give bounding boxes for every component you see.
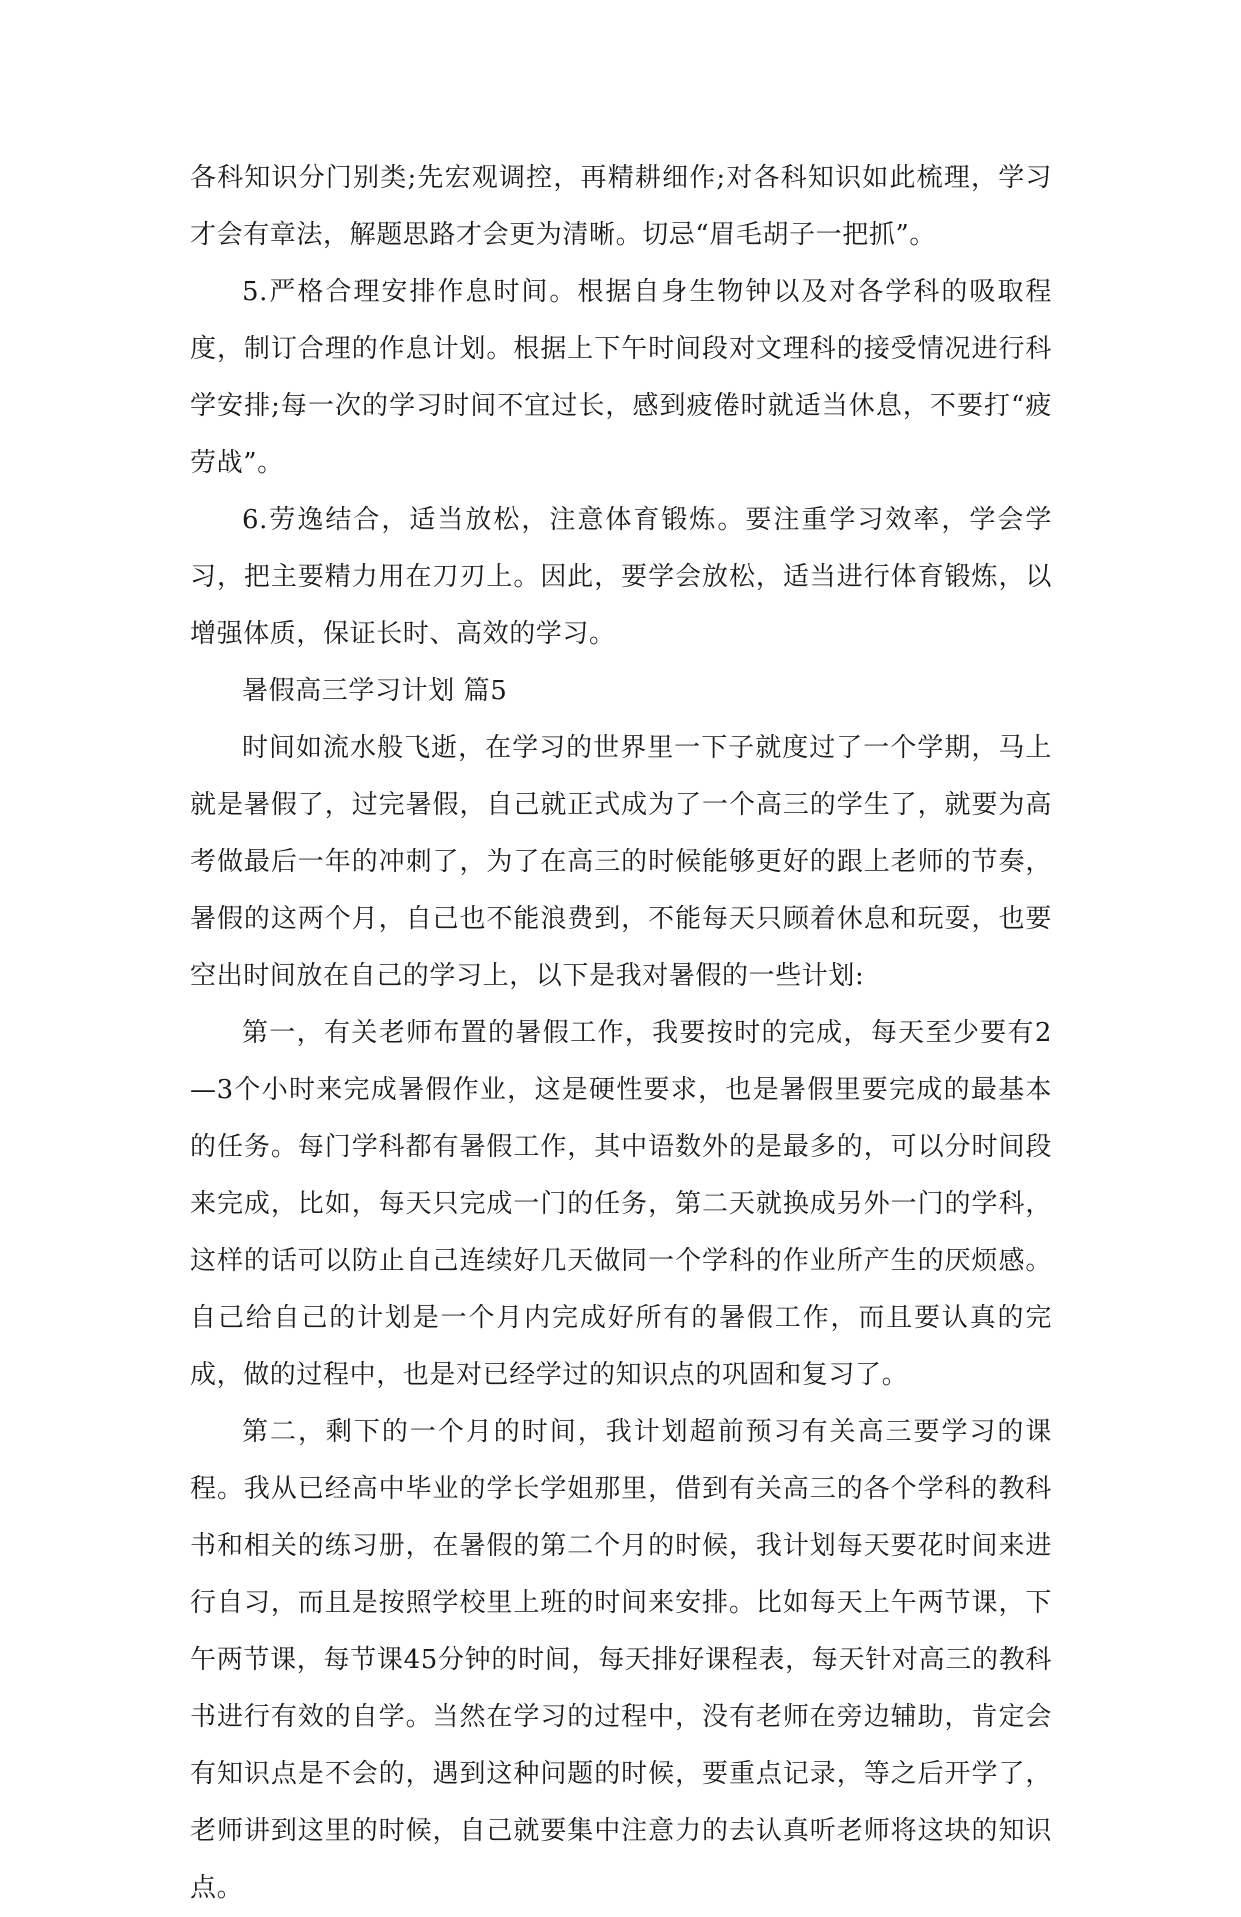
section-heading: 暑假高三学习计划 篇5 bbox=[242, 676, 508, 706]
document-body bbox=[190, 150, 1052, 1917]
paragraph-first: 第一，有关老师布置的暑假工作，我要按时的完成，每天至少要有2—3个小时来完成暑假作业，这是硬性要求，也是暑假里要完成的最基本的任务。每门学科都有暑假工作，其中语数外的是最多的，可以分时间段来完成，比如，每天只完成一门的任务，第二天就换成另外一门的学科，这样的话可以防止自己连续好几天做同一个学科的作业所产生的厌烦感。自己给自己的计划是一个月内完成好所有的暑假工作，而且要认真的完成，做的过程中，也是对已经学过的知识点的巩固和复习了。 bbox=[190, 1018, 1052, 1390]
paragraph-second: 第二，剩下的一个月的时间，我计划超前预习有关高三要学习的课程。我从已经高中毕业的学长学姐那里，借到有关高三的各个学科的教科书和相关的练习册，在暑假的第二个月的时候，我计划每天要花时间来进行自习，而且是按照学校里上班的时间来安排。比如每天上午两节课，下午两节课，每节课45分钟的时间，每天排好课程表，每天针对高三的教科书进行有效的自学。当然在学习的过程中，没有老师在旁边辅助，肯定会有知识点是不会的，遇到这种问题的时候，要重点记录，等之后开学了，老师讲到这里的时候，自己就要集中注意力的去认真听老师将这块的知识点。 bbox=[190, 1417, 1052, 1903]
paragraph-item-6: 6.劳逸结合，适当放松，注意体育锻炼。要注重学习效率，学会学习，把主要精力用在刀刃上。因此，要学会放松，适当进行体育锻炼，以增强体质，保证长时、高效的学习。 bbox=[190, 505, 1052, 649]
paragraph-continuation: 各科知识分门别类;先宏观调控，再精耕细作;对各科知识如此梳理，学习才会有章法，解题思路才会更为清晰。切忌“眉毛胡子一把抓”。 bbox=[190, 163, 1052, 250]
paragraph-intro: 时间如流水般飞逝，在学习的世界里一下子就度过了一个学期，马上就是暑假了，过完暑假，自己就正式成为了一个高三的学生了，就要为高考做最后一年的冲刺了，为了在高三的时候能够更好的跟上老师的节奏，暑假的这两个月，自己也不能浪费到，不能每天只顾着休息和玩耍，也要空出时间放在自己的学习上，以下是我对暑假的一些计划: bbox=[190, 733, 1052, 991]
paragraph-item-5: 5.严格合理安排作息时间。根据自身生物钟以及对各学科的吸取程度，制订合理的作息计划。根据上下午时间段对文理科的接受情况进行科学安排;每一次的学习时间不宜过长，感到疲倦时就适当休息，不要打“疲劳战”。 bbox=[190, 277, 1052, 478]
